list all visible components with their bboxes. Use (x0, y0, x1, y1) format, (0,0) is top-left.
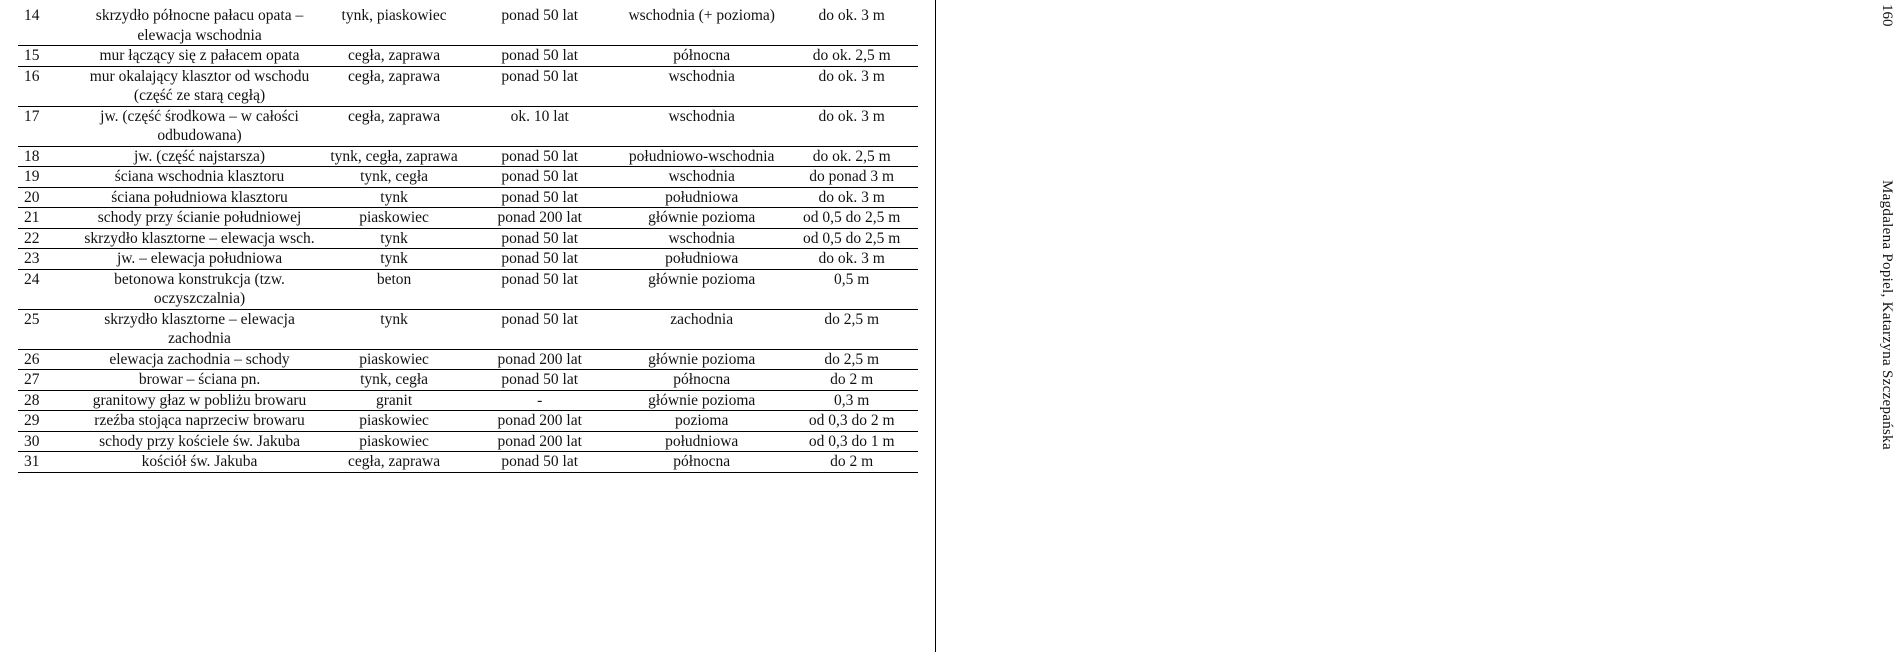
height-range-cell: do 2,5 m (785, 349, 918, 370)
table-row (18, 349, 918, 370)
exposure-cell: północna (618, 46, 785, 67)
row-number-cell: 16 (18, 66, 72, 106)
object-name-cell: jw. (część środkowa – w całości odbudowana) (72, 106, 326, 146)
height-range-cell: 0,5 m (785, 269, 918, 309)
table-row (18, 269, 918, 309)
age-cell: ponad 200 lat (461, 349, 618, 370)
height-range-cell: od 0,3 do 2 m (785, 411, 918, 432)
row-number-cell: 14 (18, 0, 72, 46)
age-cell: ponad 50 lat (461, 66, 618, 106)
row-number-cell: 28 (18, 390, 72, 411)
age-cell: ponad 200 lat (461, 208, 618, 229)
material-cell: granit (327, 390, 462, 411)
objects-table (18, 0, 918, 473)
exposure-cell: północna (618, 452, 785, 473)
exposure-cell: południowo-wschodnia (618, 146, 785, 167)
height-range-cell: do ok. 2,5 m (785, 146, 918, 167)
object-name-cell: ściana południowa klasztoru (72, 187, 326, 208)
exposure-cell: wschodnia (618, 167, 785, 188)
table-row (18, 411, 918, 432)
table-row (18, 390, 918, 411)
row-number-cell: 22 (18, 228, 72, 249)
object-name-cell: schody przy kościele św. Jakuba (72, 431, 326, 452)
material-cell: tynk (327, 187, 462, 208)
height-range-cell: do ok. 3 m (785, 106, 918, 146)
table-body (18, 0, 918, 472)
age-cell: ponad 50 lat (461, 187, 618, 208)
age-cell: ponad 50 lat (461, 146, 618, 167)
age-cell: ponad 50 lat (461, 0, 618, 46)
row-number-cell: 20 (18, 187, 72, 208)
material-cell: piaskowiec (327, 411, 462, 432)
object-name-cell: mur łączący się z pałacem opata (72, 46, 326, 67)
table-row (18, 187, 918, 208)
age-cell: ok. 10 lat (461, 106, 618, 146)
row-number-cell: 19 (18, 167, 72, 188)
exposure-cell: głównie pozioma (618, 208, 785, 229)
table-row (18, 66, 918, 106)
object-name-cell: rzeźba stojąca naprzeciw browaru (72, 411, 326, 432)
exposure-cell: północna (618, 370, 785, 391)
row-number-cell: 26 (18, 349, 72, 370)
age-cell: ponad 50 lat (461, 167, 618, 188)
material-cell: cegła, zaprawa (327, 452, 462, 473)
age-cell: ponad 50 lat (461, 370, 618, 391)
exposure-cell: wschodnia (618, 66, 785, 106)
height-range-cell: 0,3 m (785, 390, 918, 411)
height-range-cell: do 2 m (785, 452, 918, 473)
age-cell: ponad 200 lat (461, 411, 618, 432)
row-number-cell: 24 (18, 269, 72, 309)
age-cell: ponad 200 lat (461, 431, 618, 452)
height-range-cell: do ok. 3 m (785, 0, 918, 46)
height-range-cell: od 0,5 do 2,5 m (785, 228, 918, 249)
page-number: 160 (1879, 4, 1895, 27)
row-number-cell: 18 (18, 146, 72, 167)
table-row (18, 370, 918, 391)
exposure-cell: pozioma (618, 411, 785, 432)
age-cell: ponad 50 lat (461, 269, 618, 309)
exposure-cell: głównie pozioma (618, 269, 785, 309)
exposure-cell: głównie pozioma (618, 349, 785, 370)
material-cell: tynk (327, 249, 462, 270)
material-cell: cegła, zaprawa (327, 46, 462, 67)
age-cell: ponad 50 lat (461, 46, 618, 67)
material-cell: tynk, piaskowiec (327, 0, 462, 46)
object-name-cell: skrzydło klasztorne – elewacja zachodnia (72, 309, 326, 349)
table-row (18, 452, 918, 473)
material-cell: cegła, zaprawa (327, 106, 462, 146)
exposure-cell: południowa (618, 187, 785, 208)
row-number-cell: 29 (18, 411, 72, 432)
table-row (18, 106, 918, 146)
exposure-cell: południowa (618, 249, 785, 270)
row-number-cell: 15 (18, 46, 72, 67)
material-cell: cegła, zaprawa (327, 66, 462, 106)
row-number-cell: 25 (18, 309, 72, 349)
object-name-cell: granitowy głaz w pobliżu browaru (72, 390, 326, 411)
height-range-cell: do ok. 3 m (785, 66, 918, 106)
age-cell: ponad 50 lat (461, 228, 618, 249)
exposure-cell: zachodnia (618, 309, 785, 349)
object-name-cell: browar – ściana pn. (72, 370, 326, 391)
object-name-cell: jw. – elewacja południowa (72, 249, 326, 270)
table-row (18, 431, 918, 452)
material-cell: tynk (327, 309, 462, 349)
height-range-cell: do ok. 2,5 m (785, 46, 918, 67)
age-cell: ponad 50 lat (461, 452, 618, 473)
height-range-cell: do 2 m (785, 370, 918, 391)
object-name-cell: jw. (część najstarsza) (72, 146, 326, 167)
exposure-cell: wschodnia (618, 106, 785, 146)
exposure-cell: wschodnia (+ pozioma) (618, 0, 785, 46)
row-number-cell: 31 (18, 452, 72, 473)
row-number-cell: 30 (18, 431, 72, 452)
row-number-cell: 21 (18, 208, 72, 229)
material-cell: piaskowiec (327, 431, 462, 452)
table-row (18, 249, 918, 270)
row-number-cell: 23 (18, 249, 72, 270)
exposure-cell: głównie pozioma (618, 390, 785, 411)
height-range-cell: do ponad 3 m (785, 167, 918, 188)
row-number-cell: 27 (18, 370, 72, 391)
table-row (18, 228, 918, 249)
side-header (935, 0, 1895, 652)
object-name-cell: skrzydło północne pałacu opata – elewacja wschodnia (72, 0, 326, 46)
age-cell: ponad 50 lat (461, 309, 618, 349)
height-range-cell: od 0,3 do 1 m (785, 431, 918, 452)
material-cell: beton (327, 269, 462, 309)
material-cell: tynk, cegła (327, 167, 462, 188)
row-number-cell: 17 (18, 106, 72, 146)
object-name-cell: mur okalający klasztor od wschodu (część ze starą cegłą) (72, 66, 326, 106)
height-range-cell: do 2,5 m (785, 309, 918, 349)
height-range-cell: do ok. 3 m (785, 249, 918, 270)
exposure-cell: wschodnia (618, 228, 785, 249)
table-row (18, 167, 918, 188)
exposure-cell: południowa (618, 431, 785, 452)
table-row (18, 46, 918, 67)
object-name-cell: elewacja zachodnia – schody (72, 349, 326, 370)
material-cell: piaskowiec (327, 349, 462, 370)
age-cell: - (461, 390, 618, 411)
object-name-cell: ściana wschodnia klasztoru (72, 167, 326, 188)
material-cell: piaskowiec (327, 208, 462, 229)
table-row (18, 0, 918, 46)
object-name-cell: betonowa konstrukcja (tzw. oczyszczalnia) (72, 269, 326, 309)
table-row (18, 208, 918, 229)
object-name-cell: schody przy ścianie południowej (72, 208, 326, 229)
age-cell: ponad 50 lat (461, 249, 618, 270)
height-range-cell: od 0,5 do 2,5 m (785, 208, 918, 229)
table-row (18, 146, 918, 167)
material-cell: tynk, cegła (327, 370, 462, 391)
running-author: Magdalena Popiel, Katarzyna Szczepańska (1879, 180, 1895, 450)
height-range-cell: do ok. 3 m (785, 187, 918, 208)
material-cell: tynk, cegła, zaprawa (327, 146, 462, 167)
object-name-cell: kościół św. Jakuba (72, 452, 326, 473)
material-cell: tynk (327, 228, 462, 249)
object-name-cell: skrzydło klasztorne – elewacja wsch. (72, 228, 326, 249)
table-row (18, 309, 918, 349)
